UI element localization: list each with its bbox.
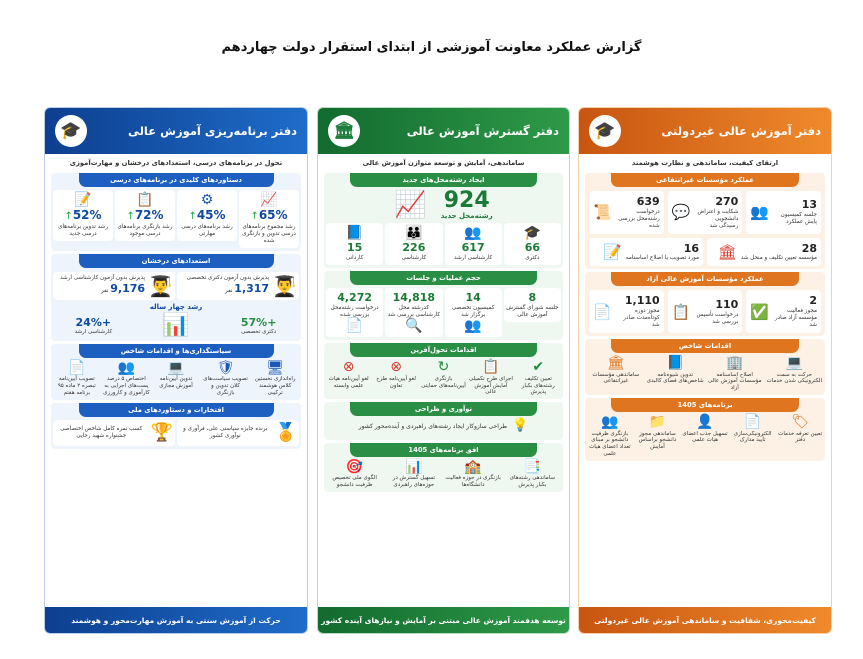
chart-growth-icon: 📈 — [260, 192, 278, 208]
level-card — [385, 223, 442, 265]
plan-item — [682, 415, 728, 444]
stat-value: 2 — [809, 294, 817, 308]
honor-label: برنده جایزه سیاستی علی، فرآوری و نوآوری کشور — [183, 425, 268, 439]
document-edit-icon: 📝 — [74, 192, 92, 208]
level-card — [445, 223, 502, 265]
panel-title: دفتر گسترش آموزش عالی — [406, 124, 559, 138]
clipboard-icon: 📋 — [482, 359, 500, 376]
plan-item — [504, 460, 561, 489]
ops-label: کدرشته محل کارشناسی بررسی شد — [387, 304, 441, 318]
university-building-icon: 🏛 — [328, 115, 360, 147]
growth-label: کارشناسی ارشد — [74, 329, 113, 336]
policy-item — [103, 361, 151, 397]
document-icon: 📄 — [68, 360, 86, 377]
talent-label: پذیرش بدون آزمون دکتری تخصصی — [186, 275, 270, 282]
nonprofit-institutes-section — [585, 173, 825, 269]
plan-label: ساماندهی مجوز دانشجو براساس آمایش — [638, 430, 677, 451]
price-tag-icon: 🏷 — [791, 414, 810, 431]
action-label: تعیین تکلیف رشته‌های بکبار پذیرش — [521, 375, 555, 396]
plan-item — [635, 415, 681, 451]
check-circle-icon: ✔ — [532, 359, 545, 376]
document-edit-icon: 📝 — [603, 242, 622, 261]
plan-item — [445, 460, 502, 489]
cancel-icon: ⊗ — [342, 359, 355, 376]
stat-value: 13 — [801, 198, 817, 212]
plan-item — [326, 460, 383, 489]
section-header: برنامه‌های 1405 — [611, 398, 798, 412]
closed-institute-icon: 🏛 — [717, 242, 737, 261]
policy-label: اختصاص ۵ درصد پست‌های اجرایی به کارآموزی و کارورزی — [103, 376, 150, 397]
stat-label: مجوز فعالیت مؤسسه آزاد صادر شد — [774, 308, 817, 329]
book-icon: 📘 — [666, 355, 684, 372]
expansion-office-panel — [317, 107, 570, 634]
team-icon: 👥 — [117, 360, 136, 377]
plans-1405-section — [585, 398, 825, 461]
ops-card — [326, 288, 383, 337]
panel-header — [45, 108, 307, 154]
faculty-group-icon: 👥 — [601, 414, 619, 431]
section-header: حجم عملیات و جلسات — [350, 271, 536, 285]
group-icon: 👥 — [464, 225, 482, 241]
innovation-section — [324, 402, 563, 439]
action-item — [421, 360, 466, 389]
action-label: تدوین شیوه‌نامه شاخص‌های فضای کالبدی — [646, 371, 704, 385]
growth-title: رشد چهار ساله — [149, 302, 203, 311]
kpi-label: رشد برنامه‌های درسی مهارتی — [181, 223, 233, 237]
transformative-actions-section — [324, 343, 563, 399]
laptop-icon: 💻 — [785, 355, 803, 372]
panel-footer: حرکت از آموزش سنتی به آموزش مهارت‌محور و هوشمند — [45, 607, 307, 633]
section-header: نوآوری و طراحی — [350, 402, 536, 416]
stat-value: 16 — [683, 241, 699, 255]
level-label: کارشناسی ارشد — [454, 255, 493, 262]
panel-subtitle: ساماندهی، آمایش و توسعه متوازن آموزش عالی — [362, 159, 525, 167]
growth-item — [218, 316, 299, 337]
action-label: لغو آیین‌نامه طرح تعاون — [376, 375, 416, 389]
action-item — [766, 356, 824, 385]
policy-item — [251, 361, 299, 397]
level-value: 66 — [524, 241, 541, 255]
section-header: ایجاد رشته‌محل‌های جدید — [350, 173, 536, 187]
stat-label: درخواست رشته‌محل بررسی شده — [618, 208, 660, 229]
e-document-icon: 📄 — [743, 414, 762, 431]
new-programs-section — [324, 173, 563, 268]
level-label: کاردانی — [345, 255, 364, 262]
ops-value: 14 — [465, 291, 481, 305]
kpi-value: 72% — [134, 208, 164, 223]
checklist-icon: 📋 — [136, 192, 154, 208]
ops-card — [385, 288, 442, 337]
plan-label: تسهیل جذب اعضای هیات علمی — [682, 430, 728, 444]
smart-class-icon: 🖥 — [266, 360, 285, 377]
graduation-book-icon: 🎓 — [55, 115, 87, 147]
kpi-card — [53, 190, 113, 241]
policy-label: تصویب سیاست‌های کلان تدوین و بازنگری — [203, 376, 248, 397]
graduate-icon: 👨‍🎓 — [272, 273, 297, 298]
skill-gear-icon: ⚙ — [200, 192, 214, 208]
non-governmental-office-panel — [578, 107, 832, 634]
innovation-text: طراحی سازوکار ایجاد رشته‌های راهبردی و آینده‌محور کشور — [358, 422, 508, 430]
talent-value: 1,317 — [234, 282, 270, 296]
certificate-icon: 📜 — [592, 203, 612, 222]
talent-unit: نفر — [101, 288, 109, 295]
lightbulb-icon: 💡 — [512, 418, 529, 434]
level-label: کارشناسی — [401, 255, 427, 262]
section-header: عملکرد مؤسسات غیرانتفاعی — [611, 173, 798, 187]
search-document-icon: 🔍 — [405, 317, 423, 334]
curriculum-section — [51, 173, 301, 251]
section-header: استعدادهای درخشان — [79, 254, 274, 268]
cancel-icon: ⊗ — [390, 359, 402, 376]
section-header: دستاوردهای کلیدی در برنامه‌های درسی — [79, 173, 274, 187]
action-item — [587, 356, 645, 385]
building-icon: 🏢 — [726, 355, 744, 372]
trophy-icon: 🏆 — [150, 422, 173, 444]
panel-title: دفتر برنامه‌ریزی آموزش عالی — [127, 124, 297, 138]
policy-item — [152, 361, 200, 390]
laptop-icon: 💻 — [167, 360, 185, 377]
university-icon: 🏫 — [464, 458, 482, 475]
action-item — [706, 356, 764, 392]
kpi-card — [177, 190, 237, 241]
kpi-label: رشد تدوین برنامه‌های درسی جدید — [58, 223, 108, 237]
action-label: اجرای طرح تکمیلی آمایش آموزش عالی — [468, 375, 513, 396]
growth-chart-icon: 📈 — [394, 189, 427, 220]
ops-card — [445, 288, 502, 337]
stat-label: جلسه کمیسیون پایش عملکرد — [780, 212, 817, 226]
kpi-card — [239, 190, 299, 248]
panel-header — [579, 108, 831, 154]
stat-card — [589, 238, 703, 267]
talent-value: 9,176 — [110, 282, 146, 296]
policies-section — [51, 344, 301, 400]
ops-label: درخواست رشته‌محل بررسی شده — [330, 304, 379, 318]
stat-value: 28 — [801, 241, 817, 255]
book-icon: 📘 — [345, 225, 364, 241]
graduate-icon: 👨‍🎓 — [148, 273, 173, 298]
page-title: گزارش عملکرد معاونت آموزشی از ابتدای استقرار دولت چهاردهم — [221, 40, 642, 55]
growth-value: +57% — [240, 315, 277, 329]
section-header: اقدامات تحول‌آفرین — [350, 343, 536, 357]
talent-section — [51, 254, 301, 341]
section-header: سیاستگذاری‌ها و اقدامات شاخص — [79, 344, 274, 358]
ops-label: کمیسیون تخصصی برگزار شد — [451, 304, 495, 318]
stat-label: مؤسسه تعیین تکلیف و منحل شد — [740, 255, 817, 262]
stat-value: 270 — [715, 195, 739, 208]
new-programs-label: رشته‌محل جدید — [440, 212, 493, 220]
kpi-label: رشد بازنگری برنامه‌های درسی موجود — [117, 223, 173, 237]
ops-value: 14,818 — [392, 291, 436, 305]
level-value: 226 — [402, 241, 426, 255]
kpi-card — [115, 190, 175, 241]
section-header: اقدامات شاخص — [611, 339, 798, 353]
talent-label: پذیرش بدون آزمون کارشناسی ارشد — [60, 275, 146, 282]
planning-office-panel — [44, 107, 308, 634]
plans-1405-section — [324, 443, 563, 492]
panel-footer: کیفیت‌محوری، شفافیت و ساماندهی آموزش عالی غیردولتی — [579, 607, 831, 633]
stat-value: 639 — [636, 195, 660, 208]
medal-icon: 🏅 — [274, 422, 297, 444]
plan-label: تسهیل گسترش در حوزه‌های راهبردی — [392, 474, 436, 488]
badge-check-icon: ✅ — [750, 302, 770, 321]
growth-item — [53, 316, 134, 337]
kpi-value: 65% — [258, 208, 288, 223]
action-label: حرکت به سمت الکترونیکی شدن خدمات — [766, 371, 823, 385]
arrow-up-icon: ↑ — [64, 211, 73, 223]
growth-chart-icon: 📊 — [162, 312, 190, 338]
honor-card — [177, 420, 299, 446]
level-value: 15 — [346, 241, 363, 255]
honor-label: کسب نمره کامل شاخص اختصاصی جشنواره شهید رجایی — [60, 425, 143, 439]
stat-value: 110 — [715, 297, 739, 311]
stat-label: مورد تصویب یا اصلاح اساسنامه — [625, 255, 699, 262]
action-item — [647, 356, 705, 385]
meeting-icon: 👥 — [750, 203, 770, 222]
kpi-label: رشد مجموع برنامه‌های درسی تدوین و بازنگری شده — [242, 223, 296, 244]
stat-card — [746, 290, 821, 333]
doctorate-cap-icon: 🎓 — [523, 225, 542, 241]
panel-header — [318, 108, 569, 154]
panel-subtitle: ارتقای کیفیت، ساماندهی و نظارت هوشمند — [631, 159, 779, 167]
policy-label: راه‌اندازی نخستین کلاس هوشمند ترکیبی — [254, 376, 296, 397]
arrow-up-icon: ↑ — [250, 211, 259, 223]
kpi-value: 52% — [72, 208, 102, 223]
stat-card — [668, 191, 743, 234]
ops-value: 4,272 — [337, 291, 373, 305]
stat-card — [707, 238, 821, 267]
action-label: لغو آیین‌نامه هیات علمی وابسته — [328, 375, 369, 389]
plan-item — [385, 460, 442, 489]
stat-label: درخواست تأسیس بررسی شد — [696, 311, 739, 325]
policy-label: تدوین آیین‌نامه آموزش مجازی — [159, 376, 193, 390]
shield-check-icon: 🛡 — [216, 360, 235, 377]
document-list-icon: 📑 — [523, 458, 542, 475]
plan-label: بازنگری در حوزه فعالیت دانشگاه‌ها — [445, 474, 501, 488]
plan-item — [730, 415, 776, 444]
honors-section — [51, 403, 301, 449]
stat-value: 1,110 — [624, 294, 660, 308]
action-item — [373, 360, 418, 389]
growth-label: دکتری تخصصی — [241, 329, 277, 336]
add-user-icon: 👤 — [696, 414, 714, 431]
panel-title: دفتر آموزش عالی غیردولتی — [661, 124, 821, 138]
clipboard-icon: 📋 — [671, 302, 691, 321]
section-header: افتخارات و دستاوردهای ملی — [79, 403, 274, 417]
key-actions-section — [585, 339, 825, 395]
action-item — [326, 360, 371, 389]
level-label: دکتری — [525, 255, 540, 262]
honor-card — [53, 420, 175, 446]
stat-label: مجوز دوره کوتاه‌مدت صادر شد — [623, 308, 660, 329]
section-header: افق برنامه‌های 1405 — [350, 443, 536, 457]
stat-label: شکایت و اعتراض دانشجویی رسیدگی شد — [697, 208, 739, 229]
arrow-up-icon: ↑ — [188, 211, 197, 223]
ops-card — [504, 288, 561, 322]
policy-item — [53, 361, 101, 397]
stat-card — [668, 290, 743, 333]
section-header: عملکرد مؤسسات آموزش عالی آزاد — [611, 272, 798, 286]
institute-icon: 🏛 — [606, 355, 625, 372]
plan-label: تعیین تعرفه خدمات دفتر — [778, 430, 823, 444]
action-item — [468, 360, 513, 396]
action-label: بازنگری آیین‌نامه‌های حمایتی — [421, 375, 466, 389]
level-card — [326, 223, 383, 265]
level-value: 617 — [461, 241, 485, 255]
refresh-icon: ↻ — [437, 359, 450, 376]
talent-card — [177, 272, 299, 300]
document-icon: 📄 — [345, 317, 364, 334]
graduation-cap-icon: 🎓 — [589, 115, 621, 147]
policy-label: تصویب آیین‌نامه تبصره ۲ ماده ۹۵ برنامه هفتم — [57, 376, 96, 397]
operations-section — [324, 271, 563, 340]
kpi-value: 45% — [196, 208, 226, 223]
ops-value: 8 — [528, 291, 537, 305]
growth-value: +24% — [75, 315, 112, 329]
action-label: ساماندهی مؤسسات غیرانتفاعی — [592, 371, 640, 385]
bar-chart-icon: 📊 — [405, 458, 423, 475]
talent-unit: نفر — [225, 288, 233, 295]
stat-card — [589, 191, 664, 234]
policy-item — [202, 361, 250, 397]
target-icon: 🎯 — [345, 458, 364, 475]
stat-card — [589, 290, 664, 333]
talent-card — [53, 272, 175, 300]
plan-label: ساماندهی رشته‌های بکبار پذیرش — [509, 474, 556, 488]
plan-label: الکترونیکی‌سازی تأیید مدارک — [733, 430, 772, 444]
people-icon: 👪 — [405, 225, 423, 241]
action-item — [516, 360, 561, 396]
plan-item — [777, 415, 823, 444]
stat-card — [746, 191, 821, 234]
action-label: اصلاح اساسنامه مؤسسات آموزش عالی آزاد — [707, 371, 762, 392]
free-institutes-section — [585, 272, 825, 336]
plan-label: الگوی ملی تخصیص ظرفیت دانشجو — [332, 474, 377, 488]
level-card — [504, 223, 561, 265]
complaint-icon: 💬 — [671, 203, 691, 222]
folder-icon: 📁 — [648, 414, 667, 431]
plan-label: بازنگری ظرفیت دانشجو بر مبنای تعداد اعضای هیات علمی — [589, 430, 631, 458]
arrow-up-icon: ↑ — [126, 211, 135, 223]
license-document-icon: 📄 — [592, 302, 612, 321]
meeting-icon: 👥 — [464, 317, 482, 334]
panel-subtitle: تحول در برنامه‌های درسی، استعدادهای درخشان و مهارت‌آموزی — [69, 159, 283, 167]
ops-label: جلسه شورای گسترش آموزش عالی — [506, 304, 559, 318]
new-programs-value: 924 — [443, 188, 490, 213]
panel-footer: توسعه هدفمند آموزش عالی مبتنی بر آمایش و نیازهای آینده کشور — [318, 607, 569, 633]
plan-item — [587, 415, 633, 458]
